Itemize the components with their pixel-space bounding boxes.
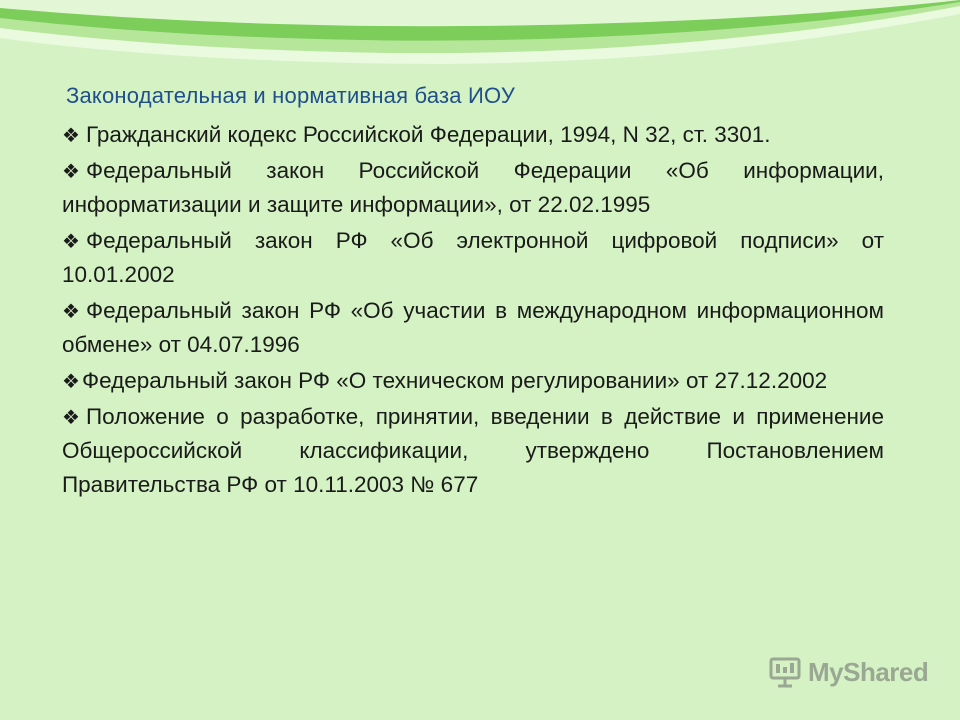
- list-item: [62, 154, 884, 222]
- list-item-text: Положение о разработке, принятии, введении в действие и применение Общероссийской классификации, утверждено Постановлением Правительства РФ от 10.11.2003 № 677: [62, 404, 884, 497]
- presentation-board-icon: [768, 655, 802, 689]
- list-item: [62, 224, 884, 292]
- slide-title: Законодательная и нормативная база ИОУ: [66, 83, 516, 108]
- diamond-fleuron-icon: ❖: [62, 299, 80, 323]
- watermark-logo: [768, 655, 928, 689]
- list-item-text: Гражданский кодекс Российской Федерации, 1994, N 32, ст. 3301.: [86, 122, 771, 147]
- diamond-fleuron-icon: ❖: [62, 159, 80, 183]
- diamond-fleuron-icon: ❖: [62, 123, 80, 147]
- list-item-text: Федеральный закон РФ «Об электронной цифровой подписи» от 10.01.2002: [62, 228, 884, 287]
- diamond-fleuron-icon: ❖: [62, 405, 80, 429]
- watermark-text: MyShared: [808, 656, 929, 687]
- diamond-fleuron-icon: ❖: [62, 229, 80, 253]
- list-item: [62, 294, 884, 362]
- list-item-text: Федеральный закон Российской Федерации «Об информации, информатизации и защите информации», от 22.02.1995: [62, 158, 884, 217]
- list-item: [62, 364, 884, 398]
- list-item: [62, 118, 884, 152]
- bullet-list: [62, 118, 884, 504]
- header-wave-decoration: [0, 0, 960, 90]
- list-item-text: Федеральный закон РФ «Об участии в международном информационном обмене» от 04.07.1996: [62, 298, 884, 357]
- list-item-text: Федеральный закон РФ «О техническом регулировании» от 27.12.2002: [82, 368, 828, 393]
- diamond-fleuron-icon: ❖: [62, 369, 80, 393]
- list-item: [62, 400, 884, 502]
